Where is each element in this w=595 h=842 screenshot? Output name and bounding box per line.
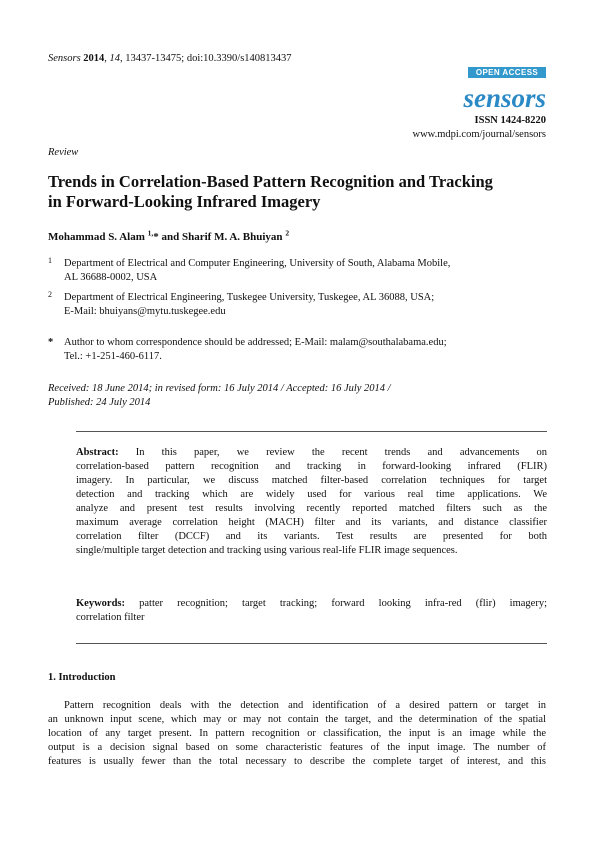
affiliation-line: AL 36688-0002, USA <box>64 272 158 283</box>
abstract-line: detection and tracking which are widely used for various real time applications. We <box>76 489 547 500</box>
author-affiliation-marker: 1, <box>147 228 154 238</box>
affiliation <box>64 291 544 319</box>
author-connector: and <box>161 231 180 243</box>
open-access-badge: OPEN ACCESS <box>468 67 546 78</box>
abstract-line: maximum average correlation height (MACH) filter and its variants, and distance classifier <box>76 517 547 528</box>
correspondence-line: Author to whom correspondence should be addressed; E-Mail: malam@southalabama.edu; <box>64 337 447 348</box>
keywords-line: Keywords: patter recognition; target tracking; forward looking infra-red (flir) imagery; <box>76 598 548 609</box>
author-affiliation-marker: 2 <box>285 228 290 238</box>
abstract-line: analyze and present test results involving recently reported matched filters such as the <box>76 503 547 514</box>
journal-name: Sensors <box>48 53 81 64</box>
section-heading: 1. Introduction <box>48 672 116 683</box>
dates-line: Published: 24 July 2014 <box>48 397 151 408</box>
body-line: Pattern recognition deals with the detection and identification of a desired pattern or target in <box>64 700 546 711</box>
journal-logo: sensors <box>463 83 546 113</box>
affiliation-number: 2 <box>48 290 52 299</box>
citation-year: 2014 <box>83 53 105 64</box>
corresponding-marker: * <box>153 231 159 243</box>
affiliation <box>64 257 544 285</box>
author-name: Mohammad S. Alam <box>48 231 145 243</box>
keywords <box>76 597 547 625</box>
abstract-line: Abstract: In this paper, we review the recent trends and advancements on <box>76 447 547 458</box>
divider-top <box>76 431 547 432</box>
keywords-line: correlation filter <box>76 612 145 623</box>
paper-title <box>48 172 558 212</box>
citation-volume: 14 <box>109 53 121 64</box>
title-line: in Forward-Looking Infrared Imagery <box>48 192 321 211</box>
citation-pages-doi: , 13437-13475; doi:10.3390/s140813437 <box>120 53 292 64</box>
journal-url[interactable]: www.mdpi.com/journal/sensors <box>412 129 546 140</box>
affiliation-number: 1 <box>48 256 52 265</box>
divider-bottom <box>76 643 547 644</box>
body-line: location of any target present. In pattern recognition or classification, the input is an image while the <box>48 728 546 739</box>
publication-dates <box>48 382 548 410</box>
correspondence-marker: * <box>48 337 54 348</box>
abstract-line: correlation filter (DCCF) and its variants. Test results are presented for both <box>76 531 547 542</box>
body-line: output is a decision signal based on some characteristic features of the input image. The number of <box>48 742 546 753</box>
affiliation-line: E-Mail: bhuiyans@mytu.tuskegee.edu <box>64 306 226 317</box>
article-type: Review <box>48 147 79 158</box>
abstract-label: Abstract: <box>76 447 119 458</box>
body-line: an unknown input scene, which may or may not contain the target, and the determination of the spatial <box>48 714 546 725</box>
author-name: Sharif M. A. Bhuiyan <box>182 231 283 243</box>
correspondence <box>64 336 544 364</box>
introduction-body <box>48 699 546 769</box>
body-line: features is usually fewer than the total necessary to describe the complete target of interest, and this <box>48 756 546 767</box>
title-line: Trends in Correlation-Based Pattern Recognition and Tracking <box>48 172 493 191</box>
abstract-line: single/multiple target detection and tracking using various real-life FLIR image sequences. <box>76 545 458 556</box>
abstract <box>76 446 547 558</box>
abstract-line: imagery. In particular, we discuss matched filter-based correlation techniques for target <box>76 475 547 486</box>
affiliation-line: Department of Electrical and Computer Engineering, University of South, Alabama Mobile, <box>64 258 451 269</box>
affiliation-line: Department of Electrical Engineering, Tuskegee University, Tuskegee, AL 36088, USA; <box>64 292 435 303</box>
citation-line: Sensors 2014, 14, 13437-13475; doi:10.3390/s140813437 <box>48 53 292 64</box>
correspondence-line: Tel.: +1-251-460-6117. <box>64 351 162 362</box>
issn: ISSN 1424-8220 <box>474 115 546 126</box>
keywords-label: Keywords: <box>76 598 125 609</box>
abstract-line: correlation-based pattern recognition and tracking in forward-looking infrared (FLIR) <box>76 461 547 472</box>
dates-line: Received: 18 June 2014; in revised form: 16 July 2014 / Accepted: 16 July 2014 / <box>48 383 391 394</box>
author-list <box>48 230 289 244</box>
